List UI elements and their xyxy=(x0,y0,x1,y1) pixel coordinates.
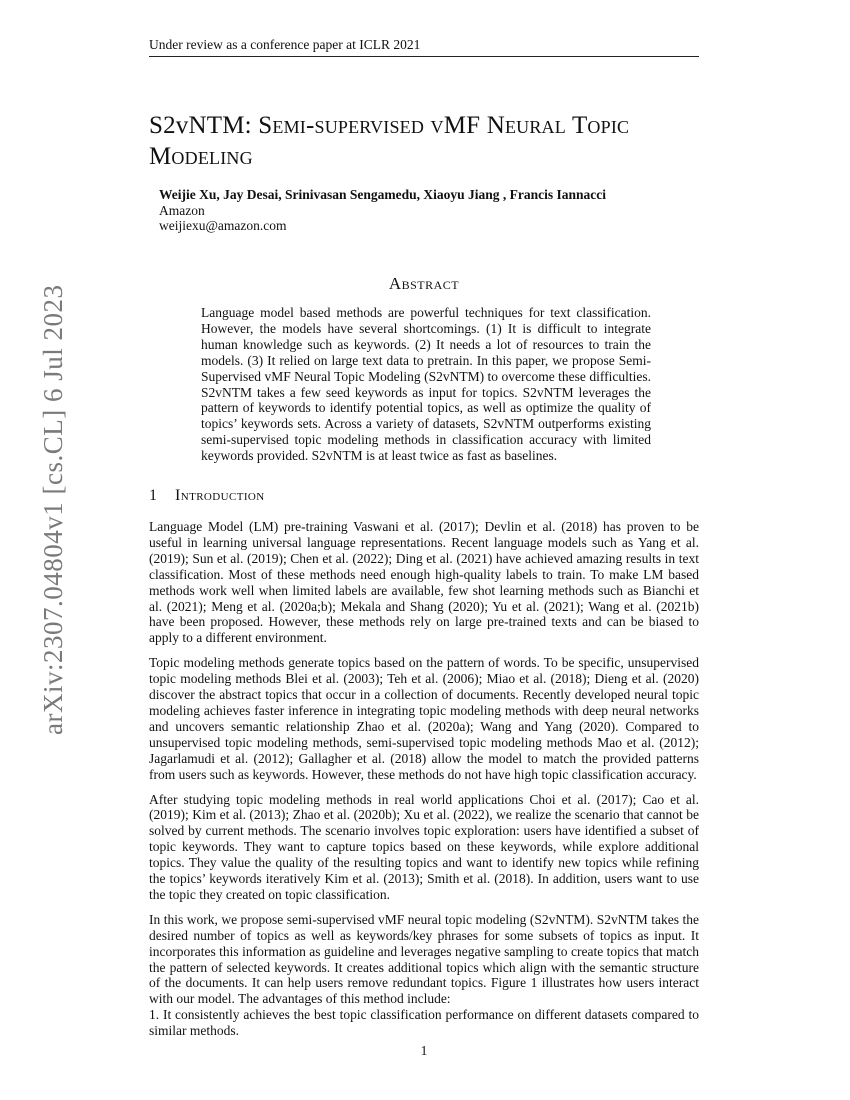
section-body xyxy=(149,519,699,1039)
paragraph: After studying topic modeling methods in real world applications Choi et al. (2017); Cao et al. (2019); Kim et al. (2013); Zhao et al. (2020b); Xu et al. (2022), we realize the scenario that cannot be solved by current methods. The scenario involves topic exploration: users have identified a subset of topic keywords. They want to capture topics based on these keywords, while explore additional topics. They value the quality of the resulting topics and want to identify new topics while refining the topics’ keywords iteratively Kim et al. (2013); Smith et al. (2018). In addition, users want to use the topic they created on topic classification. xyxy=(149,791,699,902)
section-title: Introduction xyxy=(175,487,265,504)
author-names: Weijie Xu, Jay Desai, Srinivasan Sengamedu, Xiaoyu Jiang , Francis Iannacci xyxy=(159,187,607,202)
paper-title xyxy=(149,110,709,172)
paragraph: In this work, we propose semi-supervised vMF neural topic modeling (S2vNTM). S2vNTM takes the desired number of topics as well as keywords/key phrases for some subsets of topics as input. It incorporates this information as guideline and leverages negative sampling to create topics that match the pattern of selected keywords. It creates additional topics which align with the semantic structure of the documents. It can help users remove redundant topics. Figure 1 illustrates how users interact with our model. The advantages of this method include: xyxy=(149,911,699,1007)
author-email: weijiexu@amazon.com xyxy=(159,218,287,233)
affiliation: Amazon xyxy=(159,202,205,218)
section-number: 1 xyxy=(149,487,157,504)
page-number: 1 xyxy=(420,1043,428,1058)
title-prefix: S2vNTM: xyxy=(149,112,259,139)
section-heading xyxy=(149,486,699,506)
list-item: 1. It consistently achieves the best topic classification performance on different datasets compared to similar methods. xyxy=(149,1007,699,1039)
arxiv-identifier: arXiv:2307.04804v1 [cs.CL] 6 Jul 2023 xyxy=(38,284,68,735)
running-head: Under review as a conference paper at ICLR 2021 xyxy=(149,36,699,57)
title-rest: Semi-supervised vMF Neural Topic Modeling xyxy=(149,112,630,170)
author-block xyxy=(159,187,699,234)
abstract-heading: Abstract xyxy=(388,274,460,293)
paragraph: Language Model (LM) pre-training Vaswani et al. (2017); Devlin et al. (2018) has proven to be useful in learning universal language representations. Recent language models such as Yang et al. (2019); Sun et al. (2019); Chen et al. (2022); Ding et al. (2021) have achieved amazing results in text classification. Most of these methods need enough high-quality labels to train. To make LM based methods work well when limited labels are available, few shot learning methods such as Bianchi et al. (2021); Meng et al. (2020a;b); Mekala and Shang (2020); Yu et al. (2021); Wang et al. (2021b) have been proposed. However, these methods rely on large pre-trained texts and can be biased to apply to a different environment. xyxy=(149,519,699,646)
paragraph: Topic modeling methods generate topics based on the pattern of words. To be specific, unsupervised topic modeling methods Blei et al. (2003); Teh et al. (2006); Miao et al. (2018); Dieng et al. (2020) discover the abstract topics that occur in a collection of documents. Recently developed neural topic modeling achieves faster inference in integrating topic modeling methods with deep neural networks and uncovers semantic relationship Zhao et al. (2020a); Wang and Yang (2020). Compared to unsupervised topic modeling methods, semi-supervised topic modeling methods Mao et al. (2012); Jagarlamudi et al. (2012); Gallagher et al. (2018) allow the model to match the provided patterns from users such as keywords. However, these methods do not have high topic classification accuracy. xyxy=(149,655,699,782)
abstract-text: Language model based methods are powerful techniques for text classification. However, the models have several shortcomings. (1) It is difficult to integrate human knowledge such as keywords. (2) It needs a lot of resources to train the models. (3) It relied on large text data to pretrain. In this paper, we propose Semi-Supervised vMF Neural Topic Modeling (S2vNTM) to overcome these difficulties. S2vNTM takes a few seed keywords as input for topics. S2vNTM leverages the pattern of keywords to identify potential topics, as well as optimize the quality of topics’ keywords sets. Across a variety of datasets, S2vNTM outperforms existing semi-supervised topic modeling methods in classification accuracy with limited keywords provided. S2vNTM is at least twice as fast as baselines. xyxy=(201,305,651,464)
